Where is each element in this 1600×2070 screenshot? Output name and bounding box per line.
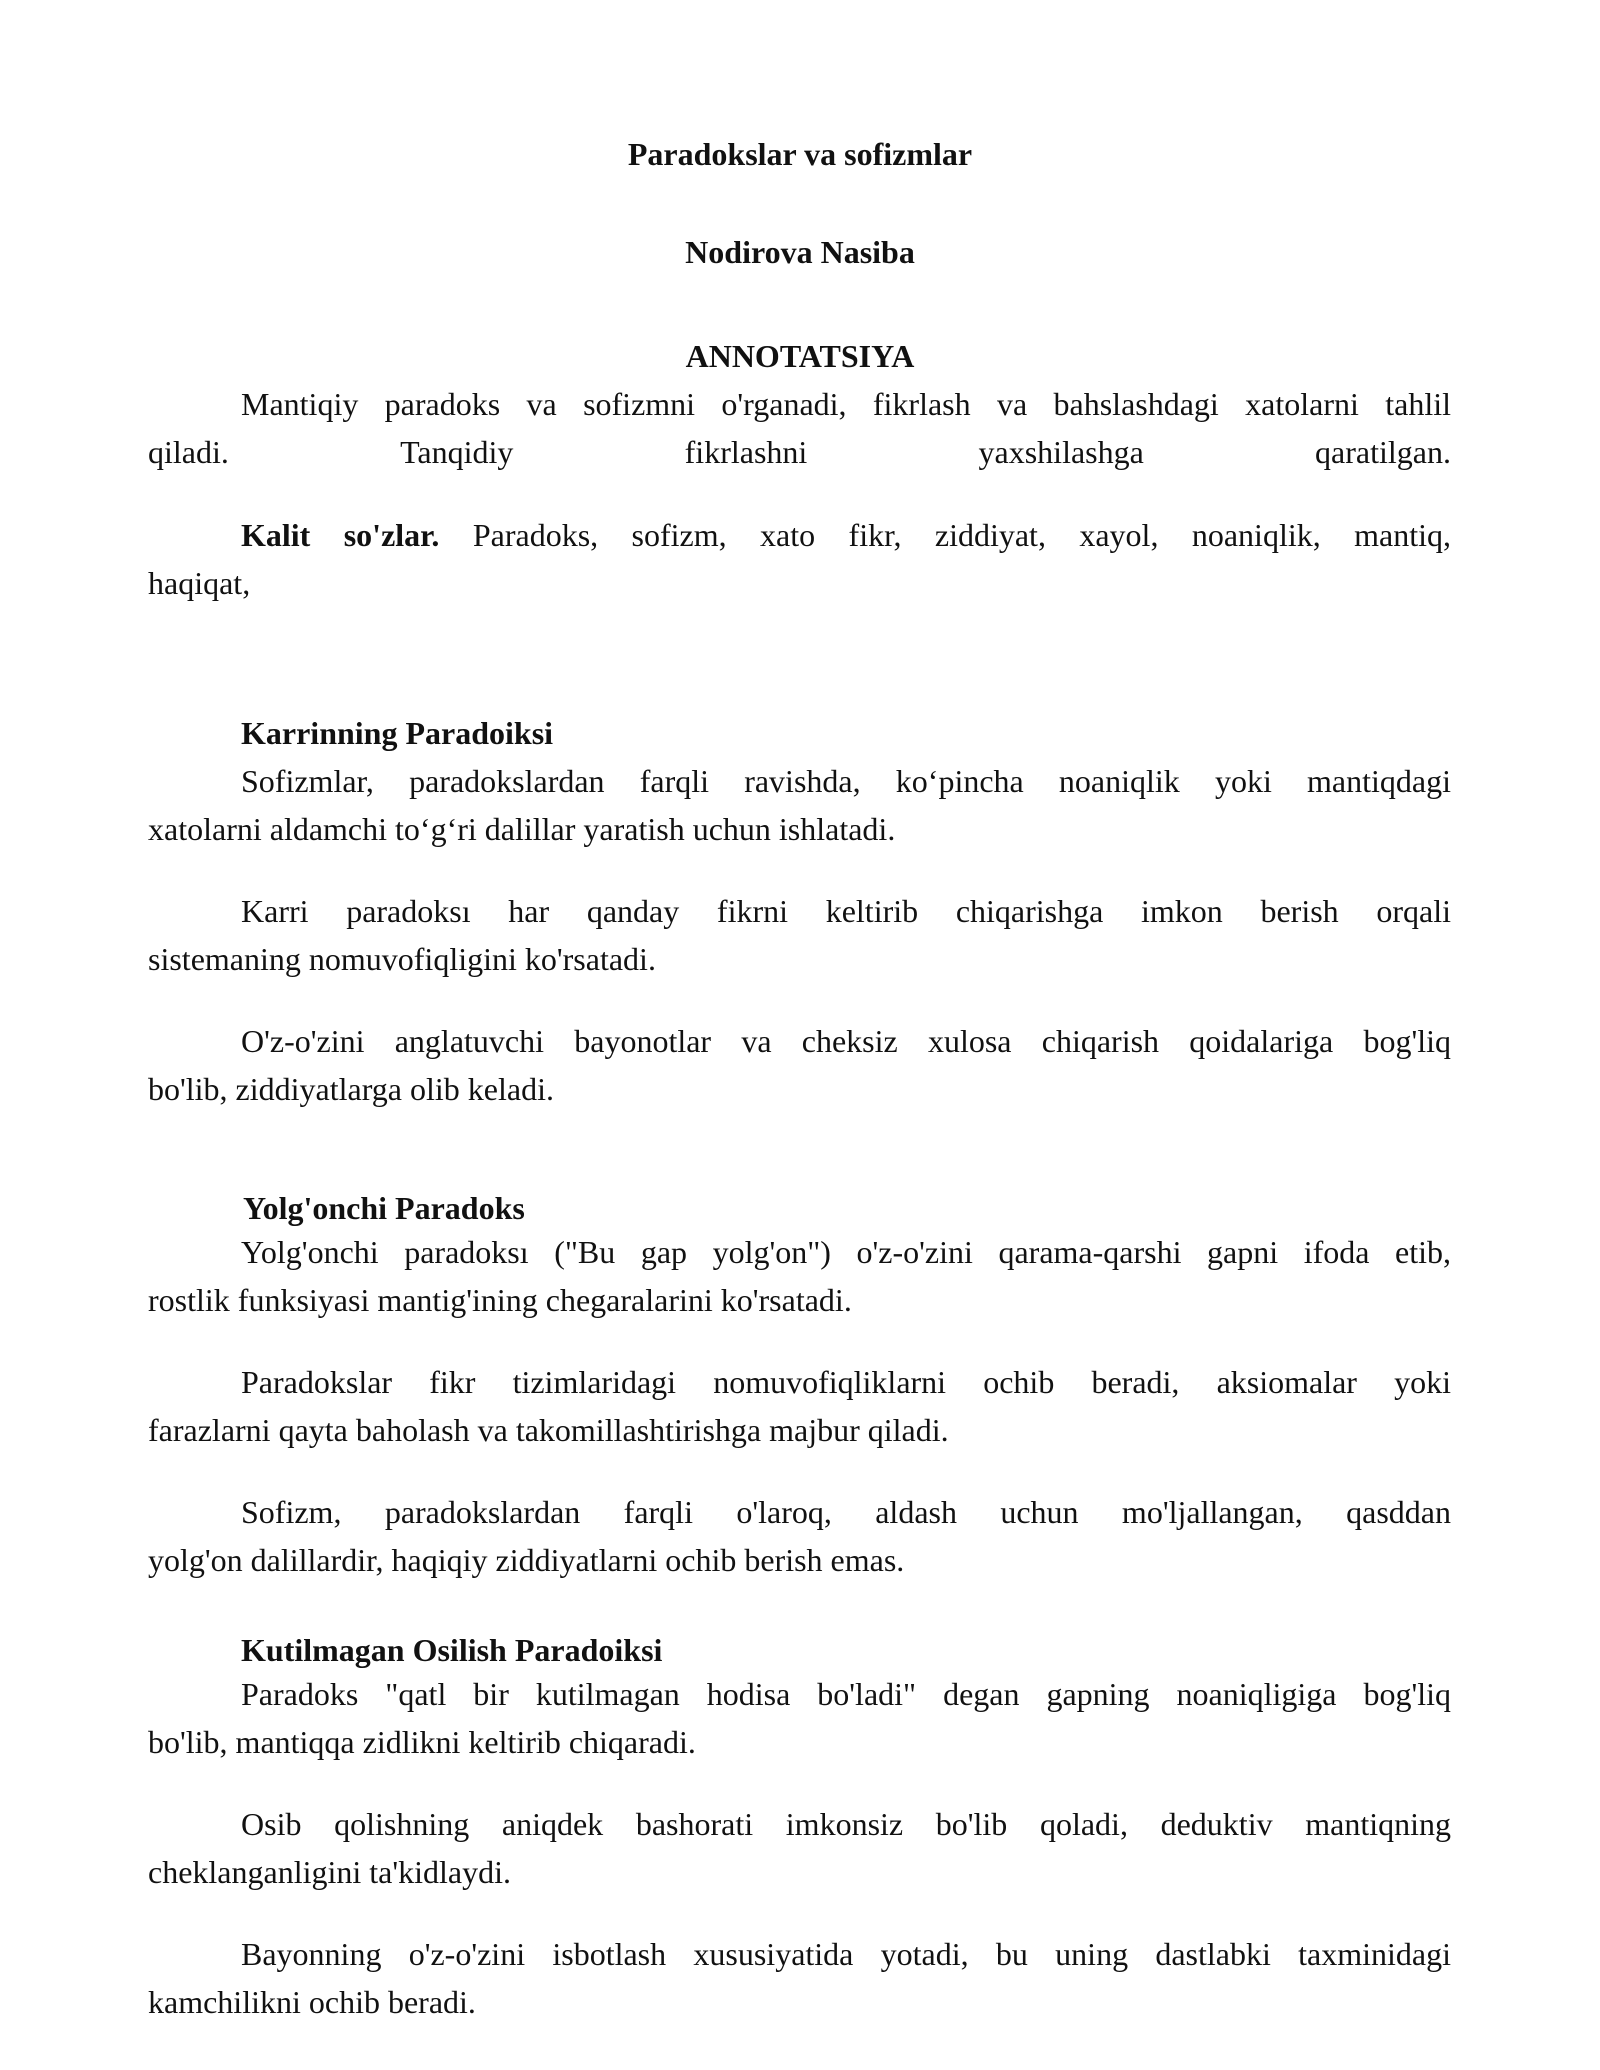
section-paragraph (148, 887, 1451, 983)
paragraph-line: cheklanganligini ta'kidlaydi. (148, 1854, 511, 1890)
section-paragraph (148, 1930, 1451, 2026)
section-paragraph (148, 1800, 1451, 1896)
document-title: Paradokslar va sofizmlar (627, 136, 973, 172)
annotation-word: yaxshilashga (978, 434, 1144, 470)
section-heading: Kutilmagan Osilish Paradoiksi (241, 1632, 663, 1668)
paragraph-line: sistemaning nomuvofiqligini ko'rsatadi. (148, 941, 656, 977)
paragraph-line: kamchilikni ochib beradi. (148, 1984, 476, 2020)
annotation-word: Tanqidiy (400, 434, 514, 470)
section-paragraph (148, 1017, 1451, 1113)
paragraph-line: yolg'on dalillardir, haqiqiy ziddiyatlarni ochib berish emas. (148, 1542, 905, 1578)
keywords-line (148, 511, 1451, 559)
annotation-paragraph (148, 380, 1451, 476)
section-paragraph (148, 1670, 1451, 1766)
paragraph-line: Bayonning o'z-o'zini isbotlash xususiyatida yotadi, bu uning dastlabki taxminidagi (241, 1936, 1451, 1972)
keywords-list: Paradoks, sofizm, xato fikr, ziddiyat, xayol, noaniqlik, mantiq, (439, 517, 1452, 553)
paragraph-line: Osib qolishning aniqdek bashorati imkonsiz bo'lib qoladi, deduktiv mantiqning (241, 1806, 1451, 1842)
paragraph-line: Paradokslar fikr tizimlaridagi nomuvofiqliklarni ochib beradi, aksiomalar yoki (241, 1364, 1451, 1400)
section-heading: Karrinning Paradoiksi (241, 715, 554, 751)
paragraph-line: farazlarni qayta baholash va takomillashtirishga majbur qiladi. (148, 1412, 949, 1448)
annotation-line: Mantiqiy paradoks va sofizmni o'rganadi, fikrlash va bahslashdagi xatolarni tahlil (241, 386, 1451, 422)
annotation-word: qaratilgan. (1315, 434, 1451, 470)
keywords-label: Kalit so'zlar. (241, 517, 440, 553)
paragraph-line: Paradoks "qatl bir kutilmagan hodisa bo'ladi" degan gapning noaniqligiga bog'liq (241, 1676, 1451, 1712)
annotation-word: qiladi. (148, 434, 229, 470)
section-heading: Yolg'onchi Paradoks (243, 1190, 525, 1226)
annotation-heading: ANNOTATSIYA (685, 338, 915, 374)
section-paragraph (148, 1488, 1451, 1584)
section-paragraph (148, 757, 1451, 853)
section-paragraph (148, 1228, 1451, 1324)
paragraph-line: Yolg'onchi paradoksı ("Bu gap yolg'on") o'z-o'zini qarama-qarshi gapni ifoda etib, (241, 1234, 1451, 1270)
author-name: Nodirova Nasiba (685, 234, 915, 270)
keywords-line: haqiqat, (148, 565, 251, 601)
annotation-line (148, 428, 1451, 476)
paragraph-line: O'z-o'zini anglatuvchi bayonotlar va cheksiz xulosa chiqarish qoidalariga bog'liq (241, 1023, 1451, 1059)
paragraph-line: rostlik funksiyasi mantig'ining chegaralarini ko'rsatadi. (148, 1282, 852, 1318)
keywords-paragraph (148, 511, 1451, 607)
paragraph-line: Karri paradoksı har qanday fikrni keltirib chiqarishga imkon berish orqali (241, 893, 1451, 929)
paragraph-line: bo'lib, mantiqqa zidlikni keltirib chiqaradi. (148, 1724, 696, 1760)
paragraph-line: bo'lib, ziddiyatlarga olib keladi. (148, 1071, 554, 1107)
section-paragraph (148, 1358, 1451, 1454)
paragraph-line: Sofizm, paradokslardan farqli o'laroq, aldash uchun mo'ljallangan, qasddan (241, 1494, 1451, 1530)
paragraph-line: Sofizmlar, paradokslardan farqli ravishda, ko‘pincha noaniqlik yoki mantiqdagi (241, 763, 1451, 799)
paragraph-line: xatolarni aldamchi to‘g‘ri dalillar yaratish uchun ishlatadi. (148, 811, 896, 847)
annotation-word: fikrlashni (684, 434, 808, 470)
